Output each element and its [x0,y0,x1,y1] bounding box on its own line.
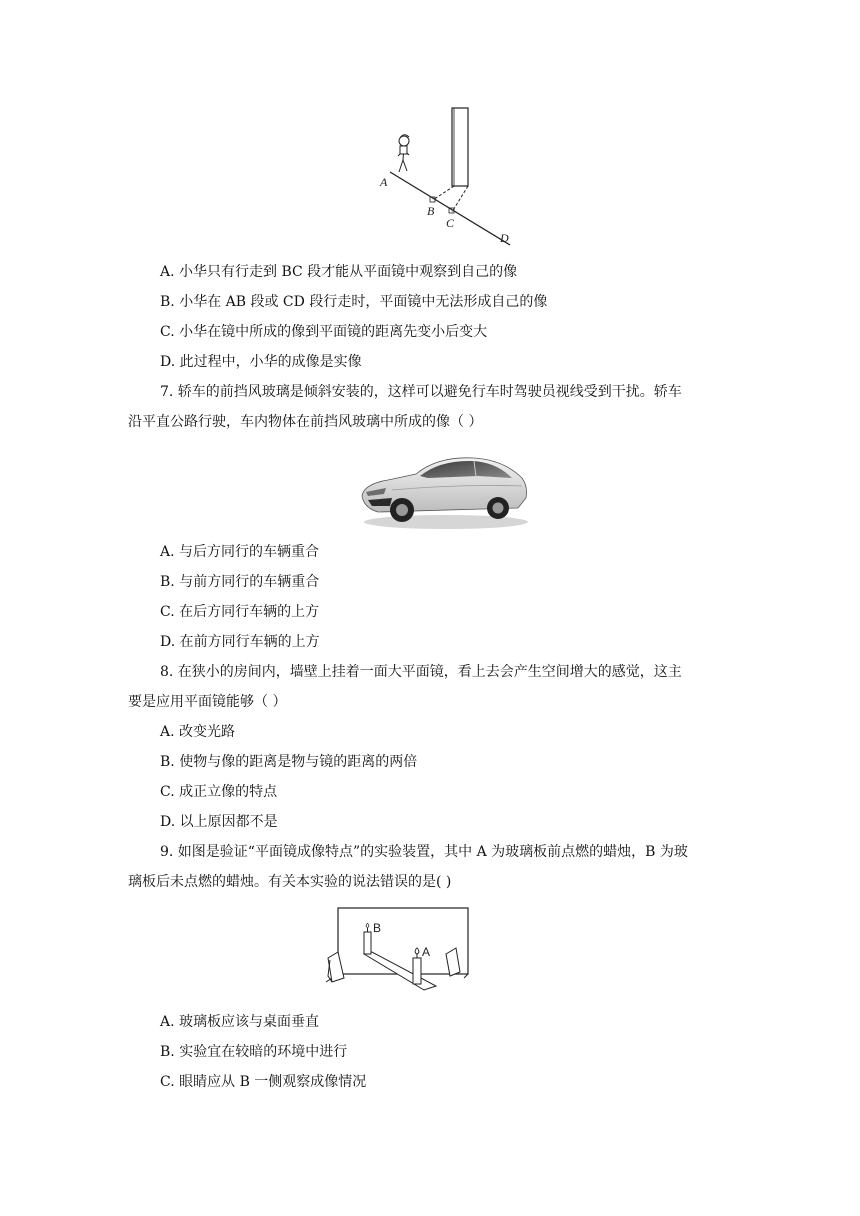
mirror-walk-diagram [370,100,520,250]
q7-option-d: D. 在前方同行车辆的上方 [160,634,320,650]
q7-stem-line1: 7. 轿车的前挡风玻璃是倾斜安装的，这样可以避免行车时驾驶员视线受到干扰。轿车 [160,384,682,400]
q9-option-b: B. 实验宜在较暗的环境中进行 [160,1044,348,1060]
q8-option-b: B. 使物与像的距离是物与镜的距离的两倍 [160,754,418,770]
q9-stem-line2: 璃板后未点燃的蜡烛。有关本实验的说法错误的是( ) [128,874,452,890]
mirror-walk-figure [370,100,520,250]
q7-option-c: C. 在后方同行车辆的上方 [160,604,320,620]
point-b-label: B [427,204,435,218]
q7-option-a: A. 与后方同行的车辆重合 [160,544,320,560]
point-d-label: D [500,231,509,245]
car-photo [358,446,530,532]
q7-stem-line2: 沿平直公路行驶，车内物体在前挡风玻璃中所成的像（ ） [128,414,483,430]
candle-b-label: B [373,921,382,935]
candle-experiment-diagram [324,902,474,1002]
q8-option-c: C. 成正立像的特点 [160,784,278,800]
candle-experiment-figure [324,902,474,1002]
q8-option-a: A. 改变光路 [160,724,236,740]
q9-option-a: A. 玻璃板应该与桌面垂直 [160,1014,320,1030]
q9-option-c: C. 眼睛应从 B 一侧观察成像情况 [160,1074,367,1090]
q8-stem-line1: 8. 在狭小的房间内，墙壁上挂着一面大平面镜，看上去会产生空间增大的感觉，这主 [160,664,682,680]
q6-option-b: B. 小华在 AB 段或 CD 段行走时，平面镜中无法形成自己的像 [160,294,548,310]
q6-option-d: D. 此过程中，小华的成像是实像 [160,354,362,370]
q8-stem-line2: 要是应用平面镜能够（ ） [128,694,287,710]
q6-option-a: A. 小华只有行走到 BC 段才能从平面镜中观察到自己的像 [160,264,518,280]
normal-line-b [433,186,454,200]
walking-path [390,172,510,245]
flame-icon [415,948,419,954]
person-icon [398,135,409,172]
q9-stem-line1: 9. 如图是验证“平面镜成像特点”的实验装置，其中 A 为玻璃板前点燃的蜡烛，B 为玻 [160,844,688,860]
q7-option-b: B. 与前方同行的车辆重合 [160,574,320,590]
point-a-label: A [380,175,388,189]
q6-option-c: C. 小华在镜中所成的像到平面镜的距离先变小后变大 [160,324,488,340]
car-image [358,446,530,532]
q8-option-d: D. 以上原因都不是 [160,814,278,830]
point-c-label: C [446,216,455,230]
candle-a-label: A [422,945,431,959]
